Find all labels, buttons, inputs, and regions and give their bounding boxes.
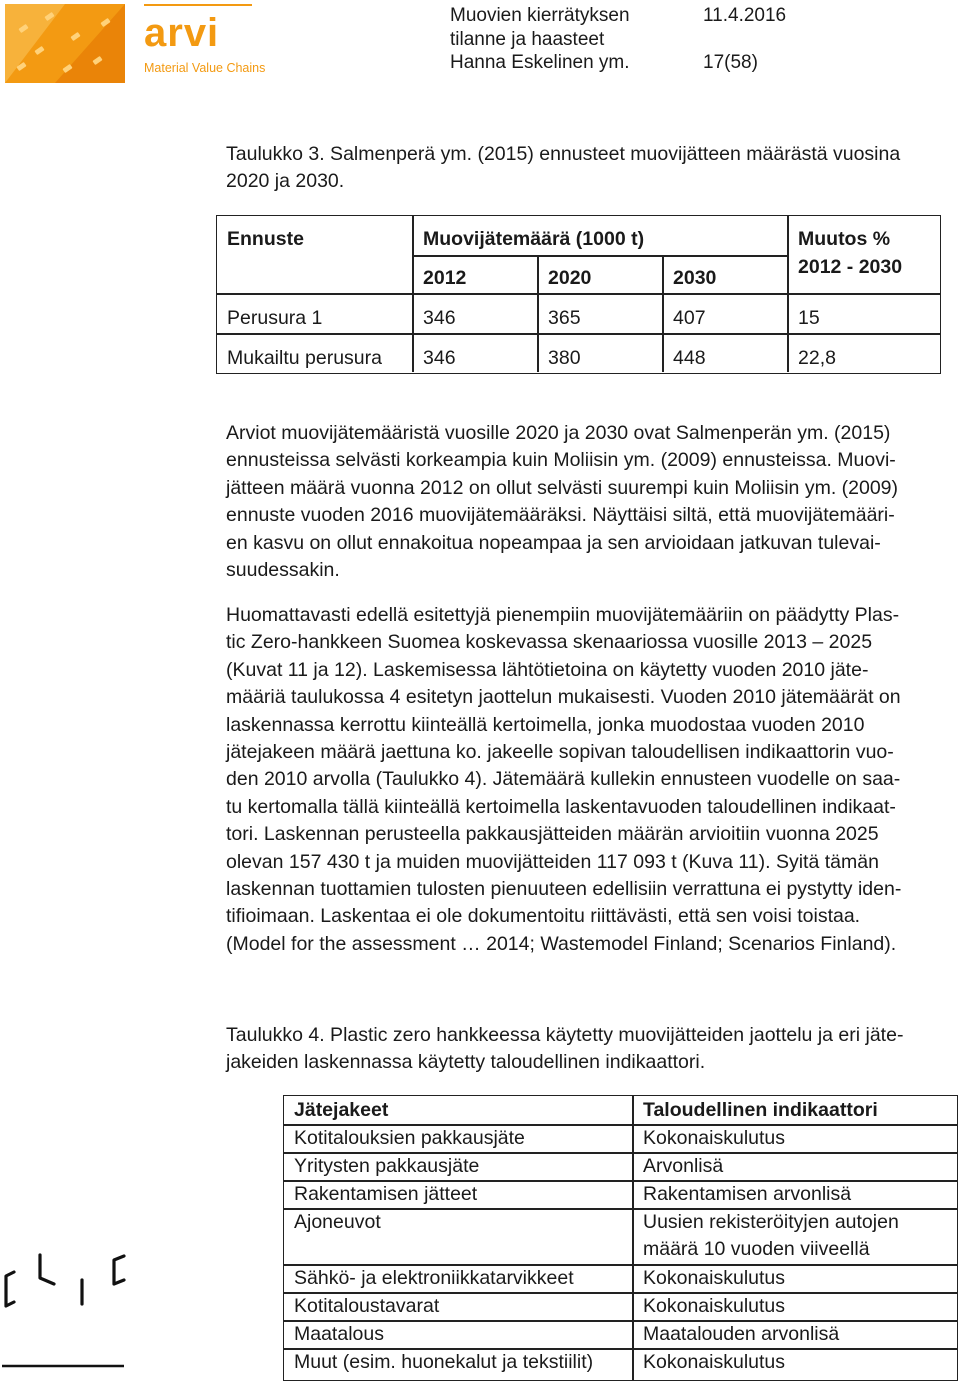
table3-row2-2012: 346: [423, 347, 456, 369]
table4-header-fraction: Jätejakeet: [294, 1099, 389, 1121]
table4-row-indicator: Rakentamisen arvonlisä: [643, 1183, 852, 1205]
doc-date: 11.4.2016: [703, 5, 787, 26]
table4-row-fraction: Sähkö- ja elektroniikkatarvikkeet: [294, 1267, 574, 1289]
paragraph-2: Huomattavasti edellä esitettyjä pienempiin muovijätemääriin on päädytty Plas- tic Zero-hankkeen Suomea koskevassa skenaariossa vuosille 2013 – 2025 (Kuvat 11 ja 12). Laskemisessa lähtötietoina on käytetty vuoden 2010 jäte- määriä taulukossa 4 esitetyn jaottelun mukaisesti. Vuoden 2010 jätemäärät on laskennassa kerrottu kiinteällä kertoimella, jonka muodostaa vuoden 2010 jätejakeen määrä jaettuna ko. jakeelle sopivan taloudellisen indikaattorin vuo- den 2010 arvolla (Taulukko 4). Jätemäärä kullekin ennusteen vuodelle on saa- tu kertomalla tällä kiinteällä kertoimella laskentavuoden taloudellinen indikaat- tori. Laskennan perusteella pakkausjätteiden määrän arvioitiin vuonna 2025 olevan 157 430 t ja muiden muovijätteiden 117 093 t (Kuva 11). Syitä tämän laskennan tuottamien tulosten pienuuteen edellisiin verrattuna ei pystytty iden- tifioimaan. Laskentaa ei ole dokumentoitu riittävästi, että sen voisi toistaa. (Model for the assessment … 2014; Wastemodel Finland; Scenarios Finland).: [226, 604, 902, 955]
table3-year-2030: 2030: [673, 267, 717, 289]
table3: [216, 215, 941, 374]
logo-rule: [144, 4, 252, 6]
arvi-logo-subtitle: Material Value Chains: [144, 61, 266, 75]
table3-row2-2020: 380: [548, 347, 581, 369]
table3-row1-name: Perusura 1: [227, 307, 323, 329]
paragraph-1: Arviot muovijätemääristä vuosille 2020 ja 2030 ovat Salmenperän ym. (2015) ennusteissa selvästi korkeampia kuin Moliisin ym. (2009) ennusteissa. Muovi- jätteen määrä vuonna 2012 on ollut selvästi suurempi kuin Moliisin ym. (2009) ennuste vuoden 2016 muovijätemääräksi. Näyttäisi siltä, että muovijätemääri- en kasvu on ollut ennakoitua nopeampaa ja sen arvioidaan jatkuvan tulevai- suudessakin.: [226, 422, 899, 582]
table4-row-indicator: Maatalouden arvonlisä: [643, 1323, 840, 1345]
page-number: 17(58): [703, 52, 758, 73]
table4-row-fraction: Kotitalouksien pakkausjäte: [294, 1127, 525, 1149]
table4-row-indicator: Kokonaiskulutus: [643, 1127, 786, 1149]
table4-header-indicator: Taloudellinen indikaattori: [643, 1099, 878, 1121]
table4: [283, 1095, 958, 1381]
arvi-logo-word: arvi: [144, 11, 220, 55]
table3-row1-2012: 346: [423, 307, 456, 329]
table3-year-2020: 2020: [548, 267, 592, 289]
table3-header-forecast: Ennuste: [227, 228, 304, 250]
table4-row-indicator: Arvonlisä: [643, 1155, 724, 1177]
table3-row2-change: 22,8: [798, 347, 836, 369]
table4-row-indicator: Kokonaiskulutus: [643, 1351, 786, 1373]
table4-row-indicator-line2: määrä 10 vuoden viiveellä: [643, 1238, 870, 1260]
doc-title-line1: Muovien kierrätyksen: [450, 5, 630, 26]
table4-row-fraction: Maatalous: [294, 1323, 384, 1345]
table4-caption: Taulukko 4. Plastic zero hankkeessa käytetty muovijätteiden jaottelu ja eri jäte- jakeiden laskennassa käytetty taloudellinen indikaattori.: [226, 1024, 904, 1074]
table3-year-2012: 2012: [423, 267, 467, 289]
clic-logo: [0, 1250, 130, 1370]
table4-row-fraction: Kotitaloustavarat: [294, 1295, 440, 1317]
table3-row1-change: 15: [798, 307, 820, 329]
table3-header-amount: Muovijätemäärä (1000 t): [423, 228, 645, 250]
table3-header-change: Muutos %: [798, 228, 891, 250]
table3-row1-2020: 365: [548, 307, 581, 329]
table4-row-fraction: Yritysten pakkausjäte: [294, 1155, 480, 1177]
table3-row1-2030: 407: [673, 307, 706, 329]
doc-title-line2: tilanne ja haasteet: [450, 29, 605, 50]
table3-row2-2030: 448: [673, 347, 706, 369]
table4-row-indicator: Kokonaiskulutus: [643, 1295, 786, 1317]
doc-author: Hanna Eskelinen ym.: [450, 52, 630, 73]
table3-header-change-years: 2012 - 2030: [798, 256, 903, 278]
table4-row-indicator: Uusien rekisteröityjen autojen: [643, 1211, 899, 1233]
table3-row2-name: Mukailtu perusura: [227, 347, 382, 369]
table4-row-indicator: Kokonaiskulutus: [643, 1267, 786, 1289]
table4-row-fraction: Muut (esim. huonekalut ja tekstiilit): [294, 1351, 594, 1373]
table3-caption: Taulukko 3. Salmenperä ym. (2015) ennusteet muovijätteen määrästä vuosina 2020 ja 2030.: [226, 143, 901, 193]
arvi-logo-mark: [5, 4, 125, 83]
table4-row-fraction: Ajoneuvot: [294, 1211, 381, 1233]
table4-row-fraction: Rakentamisen jätteet: [294, 1183, 478, 1205]
